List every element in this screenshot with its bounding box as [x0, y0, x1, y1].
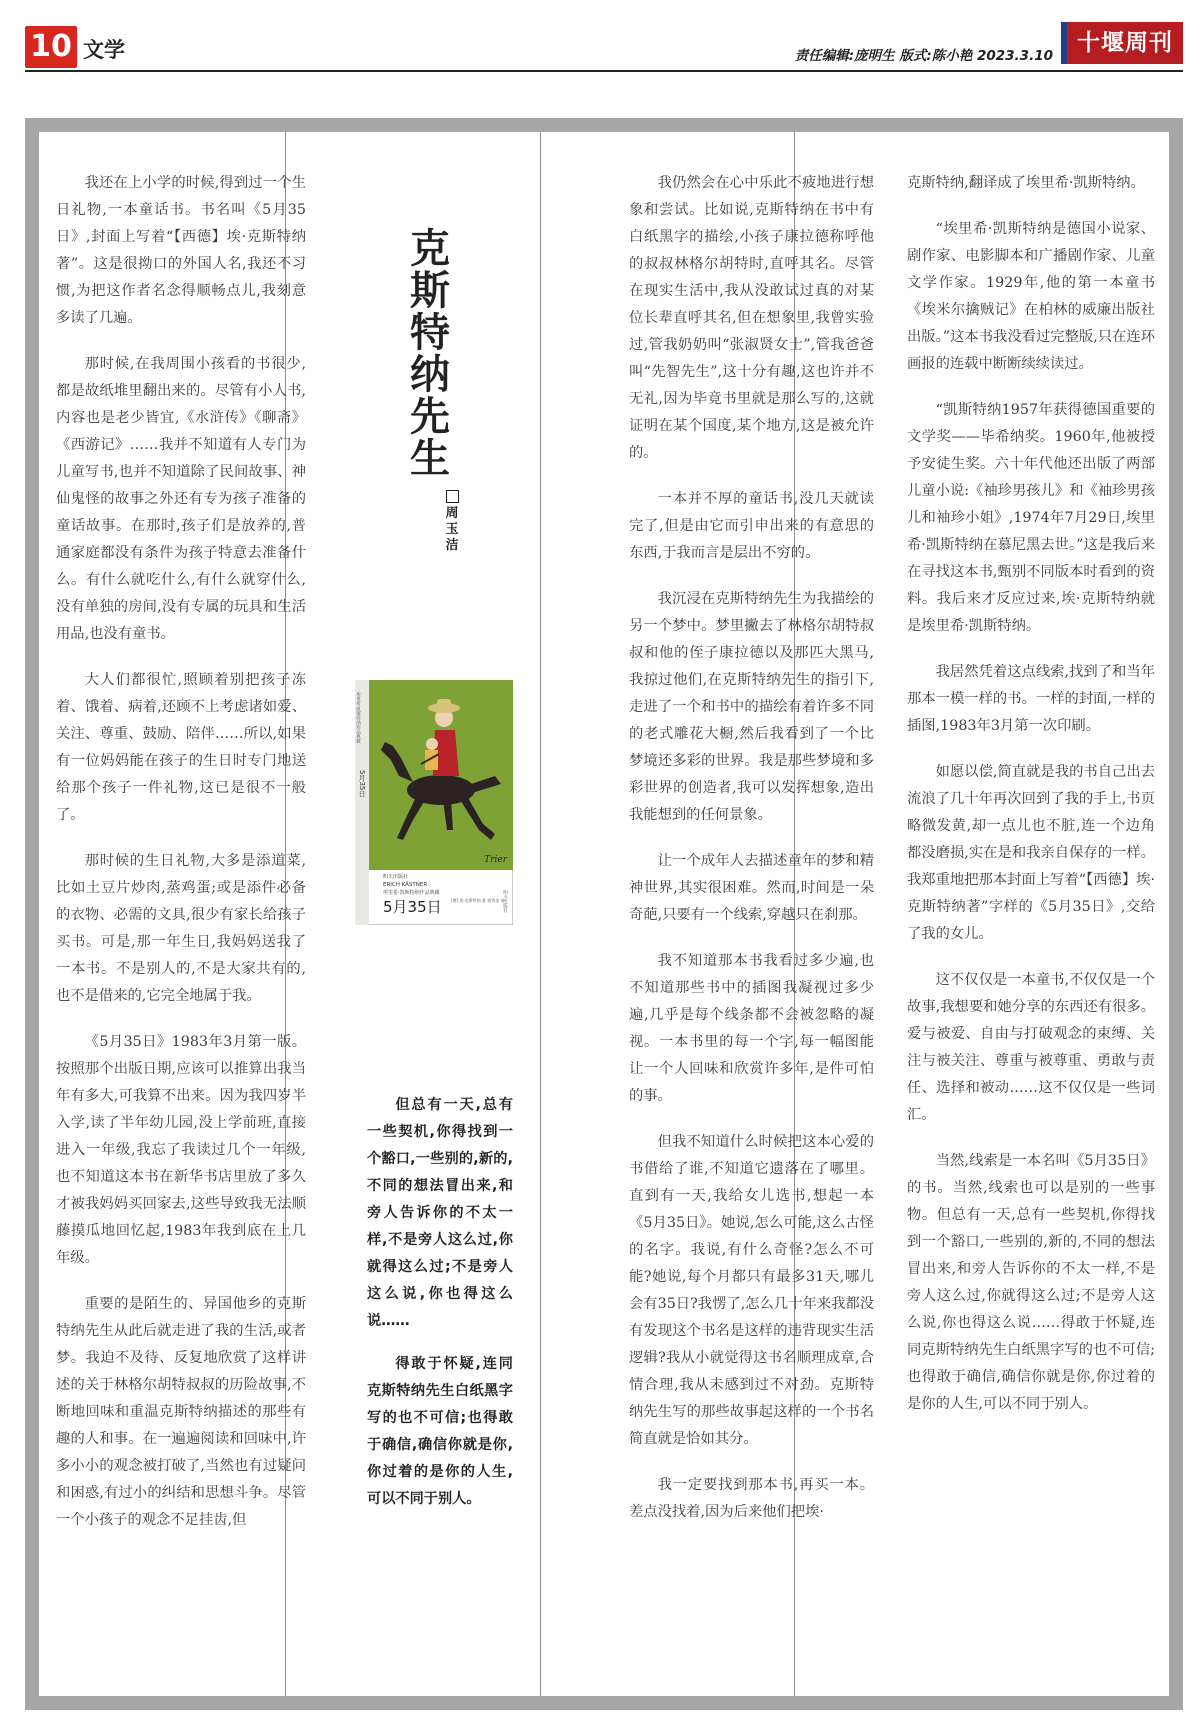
article-author	[442, 490, 462, 554]
paragraph: 如愿以偿,简直就是我的书自己出去流浪了几十年再次回到了我的手上,书页略微发黄,却一点儿也不脏,连一个边角都没磨损,实在是和我亲自保存的一样。我郑重地把那本封面上写着“【西德】埃·克斯特纳著”字样的《5月35日》,交给了我的女儿。	[907, 764, 1155, 942]
paragraph: 我一定要找到那本书,再买一本。差点没找着,因为后来他们把埃·	[629, 1477, 874, 1520]
paragraph: 我还在上小学的时候,得到过一个生日礼物,一本童话书。书名叫《5月35日》,封面上写着“【西德】埃·克斯特纳著”。这是很拗口的外国人名,我还不习惯,为把这作者名念得顺畅点儿,我刻意多读了几遍。	[56, 175, 306, 326]
header-rule	[25, 70, 1183, 72]
paragraph: 重要的是陌生的、异国他乡的克斯特纳先生从此后就走进了我的生活,或者梦。我迫不及待、反复地欣赏了这样讲述的关于林格尔胡特叔叔的历险故事,不断地回味和重温克斯特纳描述的那些有趣的人和事。在一遍遍阅读和回味中,许多小小的观念被打破了,当然也有过疑问和困惑,有过小的纠结和思想斗争。尽管一个小孩子的观念不足挂齿,但	[56, 1296, 306, 1528]
page-header	[25, 22, 1183, 70]
paragraph: 《5月35日》1983年3月第一版。按照那个出版日期,应该可以推算出我当年有多大,可我算不出来。因为我四岁半入学,读了半年幼儿园,没上学前班,直接进入一年级,我忘了我读过几个一年级,也不知道这本书在新华书店里放了多久才被我妈妈买回家去,这些导致我无法顺藤摸瓜地回忆起,1983年我到底在上几年级。	[56, 1034, 306, 1266]
paragraph: 我不知道那本书我看过多少遍,也不知道那些书中的插图我凝视过多少遍,几乎是每个线条都不会被忽略的凝视。一本书里的每一个字,每一幅图能让一个人回味和欣赏许多年,是件可怕的事。	[629, 953, 874, 1104]
paragraph: 这不仅仅是一本童书,不仅仅是一个故事,我想要和她分享的东西还有很多。爱与被爱、自由与打破观念的束缚、关注与被关注、尊重与被尊重、勇敢与责任、选择和被动……这不仅仅是一些词汇。	[907, 972, 1155, 1123]
cover-series: 埃里希·凯斯特纳作品典藏	[383, 890, 440, 896]
paragraph: 但我不知道什么时候把这本心爱的书借给了谁,不知道它遗落在了哪里。直到有一天,我给女儿选书,想起一本《5月35日》。她说,怎么可能,这么古怪的名字。我说,有什么奇怪?怎么不可能?她说,每个月都只有最多31天,哪儿会有35日?我愣了,怎么几十年来我都没有发现这个书名是这样的违背现实生活逻辑?我从小就觉得这书名顺理成章,合情合理,我从未感到过不对劲。克斯特纳先生写的那些故事起这样的一个书名简直就是恰如其分。	[629, 1134, 874, 1447]
pull-quote-paragraph: 得敢于怀疑,连同克斯特纳先生白纸黑字写的也不可信;也得敢于确信,确信你就是你,你过着的是你的人生,可以不同于别人。	[367, 1356, 513, 1507]
section-label: 文学	[83, 38, 125, 62]
pull-quote	[367, 1092, 513, 1529]
paragraph: 我沉浸在克斯特纳先生为我描绘的另一个梦中。梦里撇去了林格尔胡特叔叔和他的侄子康拉德以及那匹大黑马,我掠过他们,在克斯特纳先生的指引下,走进了一个和书中的描绘有着许多不同的老式雕花大橱,然后我看到了一个比梦境还多彩的世界。我是那些梦境和多彩世界的创造者,我可以发挥想象,造出我能想到的任何景象。	[629, 591, 874, 823]
paragraph: 那时候的生日礼物,大多是添道菜,比如土豆片炒肉,蒸鸡蛋;或是添件必备的衣物、必需的文具,很少有家长给孩子买书。可是,那一年生日,我妈妈送我了一本书。不是别人的,不是大家共有的,也不是借来的,它完全地属于我。	[56, 853, 306, 1004]
author-name: 周玉洁	[445, 506, 459, 553]
spine-series: 埃里希·凯斯特纳作品典藏	[355, 692, 361, 743]
text-column-1	[56, 170, 306, 1553]
book-cover-image	[355, 680, 513, 925]
article-body	[39, 132, 1169, 1696]
paragraph: “凯斯特纳1957年获得德国重要的文学奖——毕希纳奖。1960年,他被授予安徒生奖。六十年代他还出版了两部儿童小说:《袖珍男孩儿》和《袖珍男孩儿和袖珍小姐》,1974年7月29日,埃里希·凯斯特纳在慕尼黑去世。”这是我后来在寻找这本书,甄别不同版本时看到的资料。我后来才反应过来,埃·克斯特纳就是埃里希·凯斯特纳。	[907, 402, 1155, 634]
page-number: 10	[25, 26, 77, 68]
text-column-4	[907, 170, 1155, 1437]
column-divider	[540, 132, 541, 1696]
paragraph: 让一个成年人去描述童年的梦和精神世界,其实很困难。然而,时间是一朵奇葩,只要有一个线索,穿越只在刹那。	[629, 853, 874, 923]
spine-title: 5月35日	[358, 770, 366, 798]
article-title: 克斯特纳先生	[410, 226, 450, 482]
cover-publisher-side: 明天出版社	[502, 890, 508, 913]
paragraph: 我仍然会在心中乐此不疲地进行想象和尝试。比如说,克斯特纳在书中有白纸黑字的描绘,小孩子康拉德称呼他的叔叔林格尔胡特时,直呼其名。尽管在现实生活中,我从没敢试过真的对某位长辈直呼其名,但在想象里,我曾实验过,管我奶奶叫“张淑贤女士”,管我爸爸叫“先智先生”,这十分有趣,这也许并不无礼,因为毕竟书里就是那么写的,这就证明在某个国度,某个地方,这是被允许的。	[629, 175, 874, 461]
paragraph: 克斯特纳,翻译成了埃里希·凯斯特纳。	[907, 175, 1145, 191]
article-frame	[25, 118, 1183, 1710]
paragraph: 我居然凭着这点线索,找到了和当年那本一模一样的书。一样的封面,一样的插图,1983年3月第一次印刷。	[907, 664, 1155, 734]
pull-quote-paragraph: 但总有一天,总有一些契机,你得找到一个豁口,一些别的,新的,不同的想法冒出来,和旁人告诉你的不太一样,不是旁人这么过,你就得这么过;不是旁人这么说,你也得这么说……	[367, 1097, 513, 1329]
masthead-logo	[1061, 22, 1183, 64]
cover-publisher-top: 明天出版社	[383, 874, 409, 880]
masthead-text: 十堰周刊	[1077, 29, 1173, 56]
cover-author-en: ERICH KÄSTNER	[383, 882, 428, 888]
text-column-3	[629, 170, 874, 1545]
editor-credits: 责任编辑:庞明生 版式:陈小艳 2023.3.10	[794, 48, 1053, 64]
paragraph: 当然,线索是一本名叫《5月35日》的书。当然,线索也可以是别的一些事物。但总有一天,总有一些契机,你得找到一个豁口,一些别的,新的,不同的想法冒出来,和旁人告诉你的不太一样,不是旁人这么过,你就得这么过;不是旁人这么说,你也得这么说……得敢于怀疑,连同克斯特纳先生白纸黑字写的也不可信;也得敢于确信,确信你就是你,你过着的是你的人生,可以不同于别人。	[907, 1153, 1155, 1412]
paragraph: 一本并不厚的童话书,没几天就读完了,但是由它而引申出来的有意思的东西,于我而言是层出不穷的。	[629, 491, 874, 561]
author-marker	[446, 490, 459, 503]
cover-title: 5月35日	[383, 898, 442, 916]
paragraph: 那时候,在我周围小孩看的书很少,都是故纸堆里翻出来的。尽管有小人书,内容也是老少皆宜,《水浒传》《聊斋》《西游记》……我并不知道有人专门为儿童写书,也并不知道除了民间故事、神仙鬼怪的故事之外还有专为孩子准备的童话故事。在那时,孩子们是放养的,普通家庭都没有条件为孩子特意去准备什么。有什么就吃什么,有什么就穿什么,没有单独的房间,没有专属的玩具和生活用品,也没有童书。	[56, 356, 306, 642]
paragraph: “埃里希·凯斯特纳是德国小说家、剧作家、电影脚本和广播剧作家、儿童文学作家。1929年,他的第一本童书《埃米尔擒贼记》在柏林的威廉出版社出版。”这本书我没看过完整版,只在连环画报的连载中断断续续读过。	[907, 221, 1155, 372]
illustrator-signature: Trier	[484, 855, 507, 865]
cover-translator: [德] 埃·克斯特纳 著 贾秀金 译	[451, 898, 505, 903]
paragraph: 大人们都很忙,照顾着别把孩子冻着、饿着、病着,还顾不上考虑诸如爱、关注、尊重、鼓励、陪伴……所以,如果有一位妈妈能在孩子的生日时专门地送给那个孩子一件礼物,这已是很不一般了。	[56, 672, 306, 823]
